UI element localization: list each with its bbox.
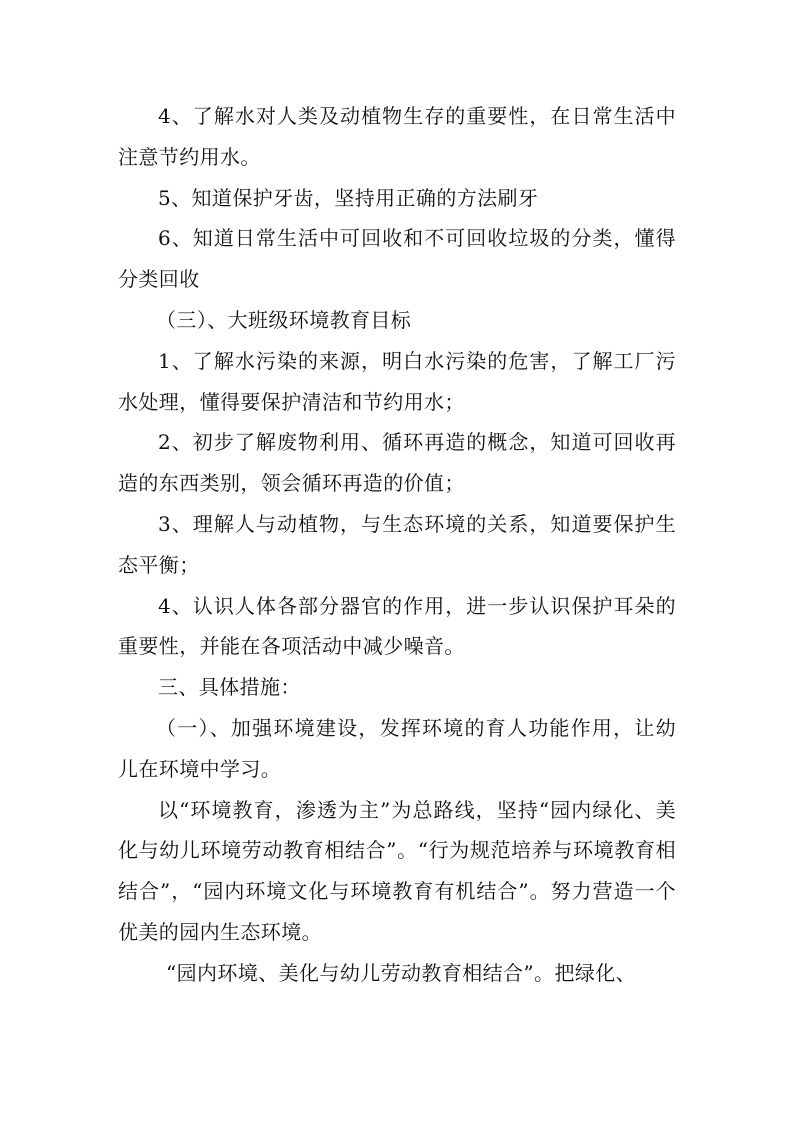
document-body <box>118 96 676 994</box>
senior-goal-item-4: 4、认识人体各部分器官的作用，进一步认识保护耳朵的重要性，并能在各项活动中减少噪音。 <box>118 593 676 659</box>
section-heading-measures: 三、具体措施： <box>158 675 301 700</box>
goal-item-4-water: 4、了解水对人类及动植物生存的重要性，在日常生活中注意节约用水。 <box>118 104 676 169</box>
senior-goal-item-3: 3、理解人与动植物，与生态环境的关系，知道要保护生态平衡； <box>118 511 676 577</box>
goal-item-5-teeth: 5、知道保护牙齿，坚持用正确的方法刷牙 <box>158 185 539 210</box>
goal-item-6-recycling: 6、知道日常生活中可回收和不可回收垃圾的分类，懂得分类回收 <box>118 226 676 292</box>
measure-paragraph-route: 以“环境教育，渗透为主”为总路线，坚持“园内绿化、美化与幼儿环境劳动教育相结合”。“行为规范培养与环境教育相结合”，“园内环境文化与环境教育有机结合”。努力营造一个优美的园内生态环境。 <box>118 797 676 944</box>
senior-goal-item-2: 2、初步了解废物利用、循环再造的概念，知道可回收再造的东西类别，领会循环再造的价值； <box>118 430 676 496</box>
senior-goal-item-1: 1、了解水污染的来源，明白水污染的危害，了解工厂污水处理，懂得要保护清洁和节约用水； <box>118 348 676 414</box>
measure-heading-1: （一）、加强环境建设，发挥环境的育人功能作用，让幼儿在环境中学习。 <box>118 715 676 781</box>
section-heading-senior-class-goals: （三）、大班级环境教育目标 <box>156 307 412 332</box>
measure-paragraph-greening: “园内环境、美化与幼儿劳动教育相结合”。把绿化、 <box>166 960 637 985</box>
